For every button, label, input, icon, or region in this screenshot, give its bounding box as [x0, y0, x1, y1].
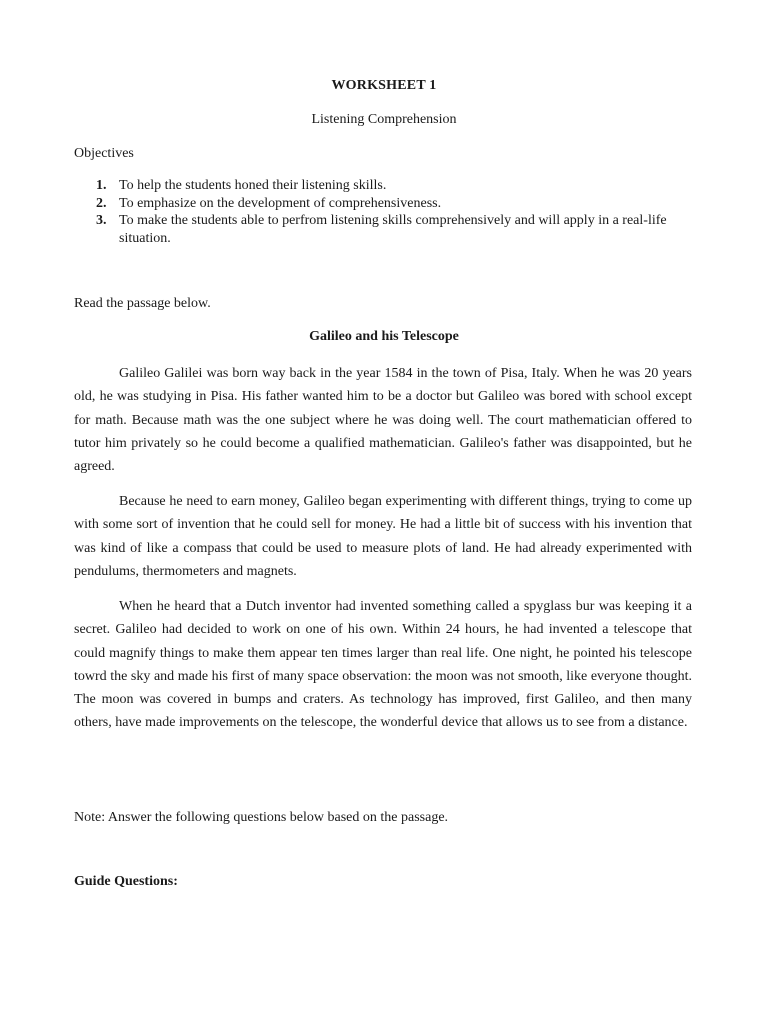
read-instruction: Read the passage below.	[74, 296, 211, 311]
objective-text: To help the students honed their listening skills.	[119, 178, 387, 193]
objectives-heading: Objectives	[74, 146, 134, 161]
passage-paragraph: Because he need to earn money, Galileo began experimenting with different things, trying to come up with some sort of invention that he could sell for money. He had a little bit of success with his invention that was kind of like a compass that could be used to measure plots of land. He had already experimented with pendulums, thermometers and magnets.	[74, 494, 692, 579]
passage-paragraph: When he heard that a Dutch inventor had invented something called a spyglass bur was keeping it a secret. Galileo had decided to work on one of his own. Within 24 hours, he had invented a telescope that could magnify things to make them appear ten times larger than real life. One night, he pointed his telescope towrd the sky and made his first of many space observation: the moon was not smooth, like everyone thought. The moon was covered in bumps and craters. As technology has improved, first Galileo, and then many others, have made improvements on the telescope, the wonderful device that allows us to see from a distance.	[74, 599, 692, 731]
objective-item	[74, 177, 694, 195]
objective-text: To emphasize on the development of comprehensiveness.	[119, 195, 442, 211]
objective-number: 1.	[96, 178, 107, 193]
objective-number: 3.	[96, 213, 107, 228]
objective-text: To make the students able to perfrom listening skills comprehensively and will apply in a real-life situation.	[119, 213, 667, 246]
objectives-list	[74, 177, 694, 247]
objective-item	[74, 195, 694, 213]
guide-questions-heading: Guide Questions:	[74, 874, 178, 889]
objective-item	[74, 212, 694, 247]
worksheet-title: WORKSHEET 1	[331, 78, 437, 93]
passage-title: Galileo and his Telescope	[309, 329, 459, 344]
passage-paragraph: Galileo Galilei was born way back in the year 1584 in the town of Pisa, Italy. When he was 20 years old, he was studying in Pisa. His father wanted him to be a doctor but Galileo was bored with school except for math. Because math was the one subject where he was doing well. The court mathematician offered to tutor him privately so he could become a qualified mathematician. Galileo's father was disappointed, but he agreed.	[74, 366, 692, 475]
note-text: Note: Answer the following questions below based on the passage.	[74, 810, 449, 825]
worksheet-subtitle: Listening Comprehension	[311, 112, 457, 127]
objective-number: 2.	[96, 195, 107, 211]
